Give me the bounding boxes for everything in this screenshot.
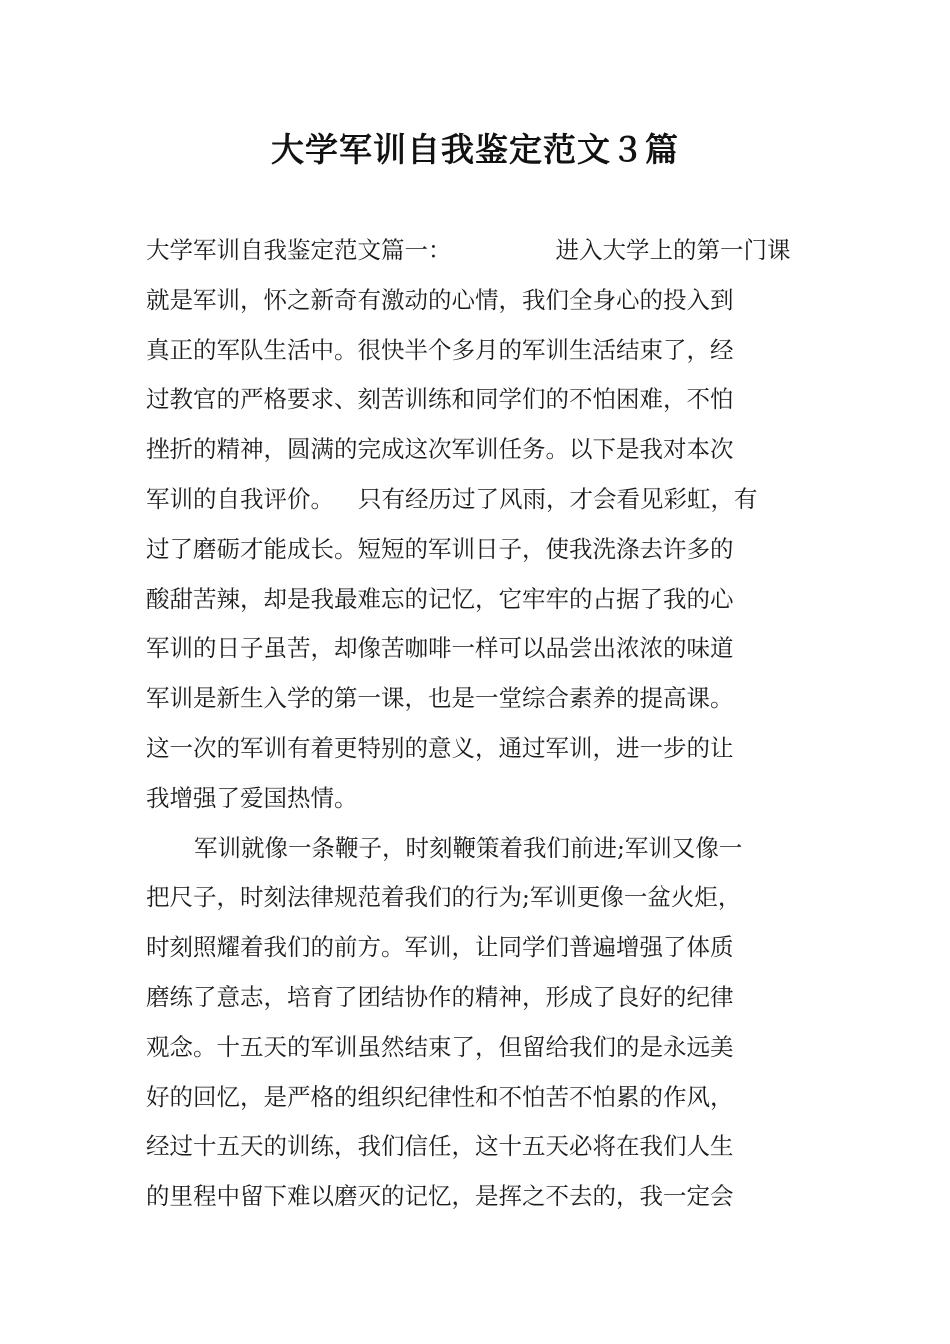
text-line: 过教官的严格要求、刻苦训练和同学们的不怕困难，不怕 (146, 385, 734, 414)
text-line (146, 824, 806, 874)
text-line: 这一次的军训有着更特别的意义，通过军训，进一步的让 (146, 733, 734, 762)
document-body (146, 226, 806, 1222)
text-line: 好的回忆，是严格的组织纪律性和不怕苦不怕累的作风， (146, 1082, 734, 1111)
text-line: 真正的军队生活中。很快半个多月的军训生活结束了，经 (146, 335, 734, 364)
text-line: 时刻照耀着我们的前方。军训，让同学们普遍增强了体质 (146, 933, 734, 962)
text-line: 我增强了爱国热情。 (146, 783, 358, 812)
paragraph-text: 只有经历过了风雨，才会看见彩虹，有 (358, 484, 758, 513)
paragraph-text: 进入大学上的第一门课 (555, 236, 791, 264)
section-heading: 大学军训自我鉴定范文篇一： (146, 236, 452, 264)
document-title: 大学军训自我鉴定范文３篇 (271, 130, 679, 169)
text-line: 就是军训，怀之新奇有激动的心情，我们全身心的投入到 (146, 285, 734, 314)
text-line: 观念。十五天的军训虽然结束了，但留给我们的是永远美 (146, 1032, 734, 1061)
text-line: 过了磨砺才能成长。短短的军训日子，使我洗涤去许多的 (146, 534, 734, 563)
text-line (146, 226, 806, 276)
text-line: 经过十五天的训练，我们信任，这十五天必将在我们人生 (146, 1132, 734, 1161)
text-line: 军训是新生入学的第一课，也是一堂综合素养的提高课。 (146, 684, 734, 713)
paragraph-text: 军训的自我评价。 (146, 484, 334, 513)
text-line: 磨练了意志，培育了团结协作的精神，形成了良好的纪律 (146, 982, 734, 1011)
text-line: 酸甜苦辣，却是我最难忘的记忆，它牢牢的占据了我的心 (146, 584, 734, 613)
text-line (146, 475, 806, 525)
text-line: 军训的日子虽苦，却像苦咖啡一样可以品尝出浓浓的味道 (146, 634, 734, 663)
text-line: 挫折的精神，圆满的完成这次军训任务。以下是我对本次 (146, 435, 734, 464)
paragraph-text: 军训就像一条鞭子，时刻鞭策着我们前进;军训又像一 (194, 833, 743, 862)
text-line: 把尺子，时刻法律规范着我们的行为;军训更像一盆火炬， (146, 883, 742, 912)
text-line: 的里程中留下难以磨灭的记忆，是挥之不去的，我一定会 (146, 1182, 734, 1211)
